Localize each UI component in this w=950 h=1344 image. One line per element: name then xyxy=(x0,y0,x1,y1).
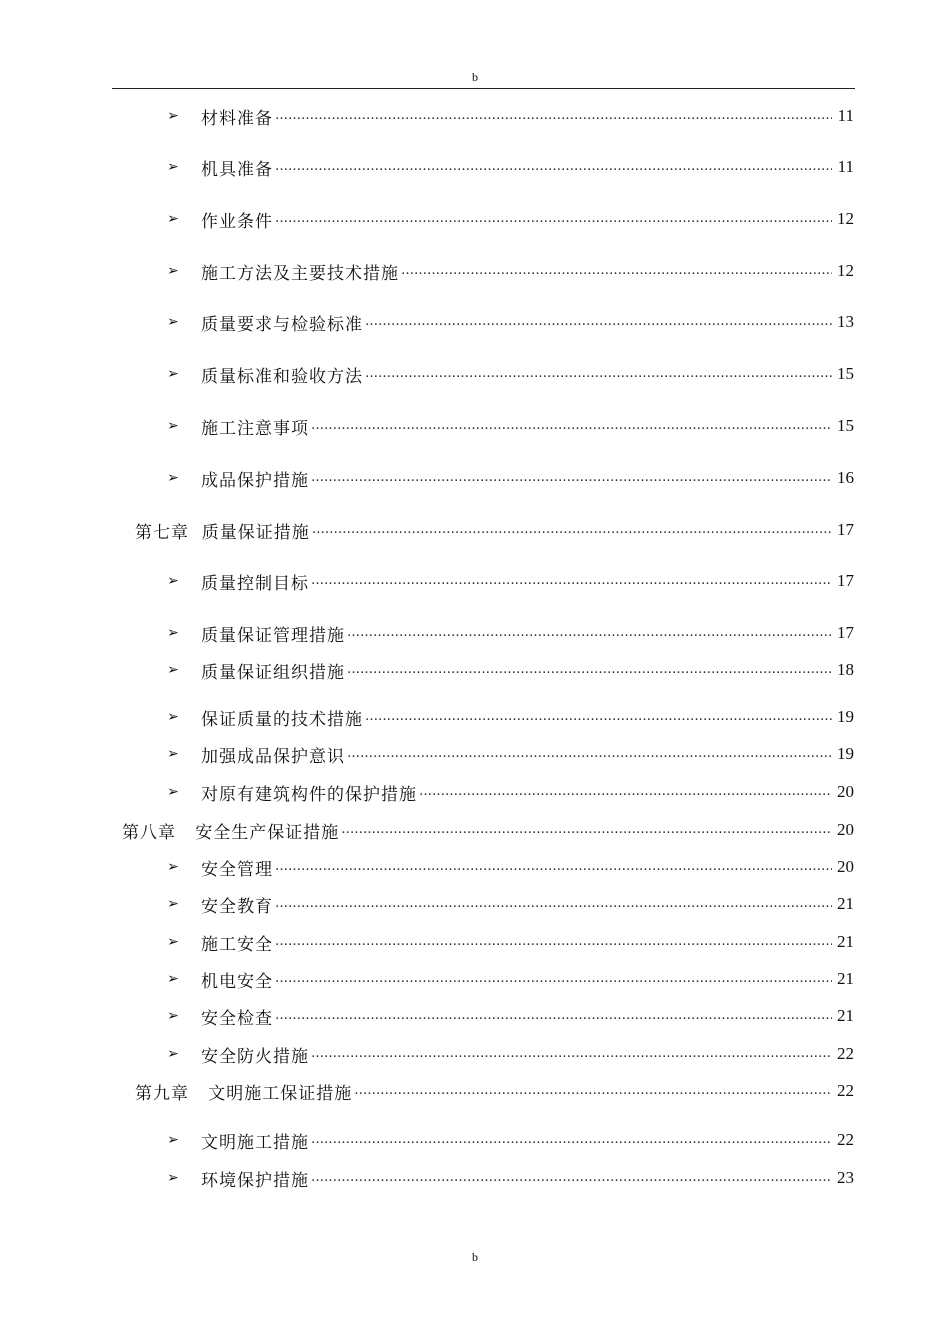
dot-leader xyxy=(354,1079,832,1103)
dot-leader xyxy=(311,1042,832,1066)
toc-entry-title: 安全检查 xyxy=(201,1008,273,1029)
toc-item[interactable] xyxy=(0,1042,950,1066)
dot-leader xyxy=(365,705,832,729)
toc-item[interactable] xyxy=(0,310,950,334)
toc-page-number: 20 xyxy=(837,820,854,839)
toc-item[interactable] xyxy=(0,705,950,729)
toc-page-number: 16 xyxy=(837,468,854,487)
toc-page-number: 21 xyxy=(837,932,854,951)
toc-entry-title: 安全管理 xyxy=(201,859,273,880)
toc-chapter[interactable] xyxy=(0,518,950,542)
toc-item[interactable] xyxy=(0,742,950,766)
dot-leader xyxy=(365,310,832,334)
toc-entry-title: 机具准备 xyxy=(201,159,273,180)
toc-item[interactable] xyxy=(0,466,950,490)
toc-entry-title: 施工注意事项 xyxy=(201,418,309,439)
toc-page-number: 11 xyxy=(837,157,854,176)
toc-entry-title: 第八章 安全生产保证措施 xyxy=(122,822,340,843)
toc-page-number: 21 xyxy=(837,1006,854,1025)
arrow-bullet-icon: ➢ xyxy=(167,108,179,124)
toc-item[interactable] xyxy=(0,621,950,645)
dot-leader xyxy=(347,742,832,766)
dot-leader xyxy=(341,818,832,842)
arrow-bullet-icon: ➢ xyxy=(167,896,179,912)
arrow-bullet-icon: ➢ xyxy=(167,573,179,589)
toc-page-number: 20 xyxy=(837,782,854,801)
toc-entry-title: 质量保证管理措施 xyxy=(201,625,345,646)
dot-leader xyxy=(347,621,832,645)
arrow-bullet-icon: ➢ xyxy=(167,470,179,486)
toc-entry-title: 文明施工措施 xyxy=(201,1132,309,1153)
toc-page-number: 15 xyxy=(837,364,854,383)
arrow-bullet-icon: ➢ xyxy=(167,746,179,762)
arrow-bullet-icon: ➢ xyxy=(167,1132,179,1148)
toc-item[interactable] xyxy=(0,892,950,916)
toc-item[interactable] xyxy=(0,1128,950,1152)
toc-entry-title: 保证质量的技术措施 xyxy=(201,709,363,730)
arrow-bullet-icon: ➢ xyxy=(167,1046,179,1062)
toc-entry-title: 作业条件 xyxy=(201,211,273,232)
toc-item[interactable] xyxy=(0,569,950,593)
dot-leader xyxy=(311,1166,832,1190)
dot-leader xyxy=(275,155,832,179)
arrow-bullet-icon: ➢ xyxy=(167,1170,179,1186)
toc-item[interactable] xyxy=(0,259,950,283)
toc-page-number: 12 xyxy=(837,261,854,280)
arrow-bullet-icon: ➢ xyxy=(167,709,179,725)
dot-leader xyxy=(365,362,832,386)
dot-leader xyxy=(275,207,832,231)
toc-page-number: 17 xyxy=(837,623,854,642)
toc-entry-title: 第九章 文明施工保证措施 xyxy=(135,1083,353,1104)
arrow-bullet-icon: ➢ xyxy=(167,662,179,678)
dot-leader xyxy=(401,259,832,283)
arrow-bullet-icon: ➢ xyxy=(167,784,179,800)
dot-leader xyxy=(311,569,832,593)
toc-chapter[interactable] xyxy=(0,1079,950,1103)
toc-entry-title: 安全教育 xyxy=(201,896,273,917)
toc-entry-title: 材料准备 xyxy=(201,108,273,129)
arrow-bullet-icon: ➢ xyxy=(167,159,179,175)
arrow-bullet-icon: ➢ xyxy=(167,418,179,434)
toc-page-number: 15 xyxy=(837,416,854,435)
dot-leader xyxy=(311,1128,832,1152)
dot-leader xyxy=(347,658,832,682)
toc-entry-title: 质量保证组织措施 xyxy=(201,662,345,683)
toc-item[interactable] xyxy=(0,1004,950,1028)
toc-entry-title: 加强成品保护意识 xyxy=(201,746,345,767)
toc-page-number: 21 xyxy=(837,969,854,988)
toc-item[interactable] xyxy=(0,1166,950,1190)
dot-leader xyxy=(312,518,832,542)
toc-item[interactable] xyxy=(0,104,950,128)
toc-entry-title: 安全防火措施 xyxy=(201,1046,309,1067)
header-divider xyxy=(112,88,855,89)
arrow-bullet-icon: ➢ xyxy=(167,971,179,987)
toc-entry-title: 质量控制目标 xyxy=(201,573,309,594)
dot-leader xyxy=(275,930,832,954)
toc-page-number: 22 xyxy=(837,1130,854,1149)
arrow-bullet-icon: ➢ xyxy=(167,314,179,330)
toc-page-number: 17 xyxy=(837,571,854,590)
toc-page-number: 21 xyxy=(837,894,854,913)
toc-item[interactable] xyxy=(0,780,950,804)
toc-page-number: 22 xyxy=(837,1081,854,1100)
toc-page-number: 20 xyxy=(837,857,854,876)
toc-page-number: 11 xyxy=(837,106,854,125)
dot-leader xyxy=(275,104,832,128)
toc-entry-title: 第七章 质量保证措施 xyxy=(135,522,310,543)
dot-leader xyxy=(275,967,832,991)
arrow-bullet-icon: ➢ xyxy=(167,934,179,950)
toc-entry-title: 质量标准和验收方法 xyxy=(201,366,363,387)
dot-leader xyxy=(311,414,832,438)
dot-leader xyxy=(419,780,832,804)
arrow-bullet-icon: ➢ xyxy=(167,211,179,227)
toc-page-number: 19 xyxy=(837,707,854,726)
toc-entry-title: 成品保护措施 xyxy=(201,470,309,491)
toc-entry-title: 施工安全 xyxy=(201,934,273,955)
toc-page-number: 19 xyxy=(837,744,854,763)
arrow-bullet-icon: ➢ xyxy=(167,625,179,641)
toc-entry-title: 环境保护措施 xyxy=(201,1170,309,1191)
toc-page-number: 23 xyxy=(837,1168,854,1187)
toc-item[interactable] xyxy=(0,855,950,879)
toc-item[interactable] xyxy=(0,155,950,179)
toc-item[interactable] xyxy=(0,967,950,991)
toc-page-number: 22 xyxy=(837,1044,854,1063)
dot-leader xyxy=(311,466,832,490)
toc-item[interactable] xyxy=(0,930,950,954)
dot-leader xyxy=(275,1004,832,1028)
arrow-bullet-icon: ➢ xyxy=(167,859,179,875)
dot-leader xyxy=(275,892,832,916)
arrow-bullet-icon: ➢ xyxy=(167,263,179,279)
toc-item[interactable] xyxy=(0,207,950,231)
toc-item[interactable] xyxy=(0,658,950,682)
page-header-mark: b xyxy=(472,70,478,84)
toc-page-number: 13 xyxy=(837,312,854,331)
toc-entry-title: 施工方法及主要技术措施 xyxy=(201,263,399,284)
toc-item[interactable] xyxy=(0,414,950,438)
toc-page-number: 12 xyxy=(837,209,854,228)
page-footer-mark: b xyxy=(472,1250,478,1264)
toc-item[interactable] xyxy=(0,362,950,386)
toc-entry-title: 质量要求与检验标准 xyxy=(201,314,363,335)
toc-chapter[interactable] xyxy=(0,818,950,842)
arrow-bullet-icon: ➢ xyxy=(167,1008,179,1024)
toc-page-number: 18 xyxy=(837,660,854,679)
toc-entry-title: 机电安全 xyxy=(201,971,273,992)
arrow-bullet-icon: ➢ xyxy=(167,366,179,382)
dot-leader xyxy=(275,855,832,879)
toc-page-number: 17 xyxy=(837,520,854,539)
toc-entry-title: 对原有建筑构件的保护措施 xyxy=(201,784,417,805)
